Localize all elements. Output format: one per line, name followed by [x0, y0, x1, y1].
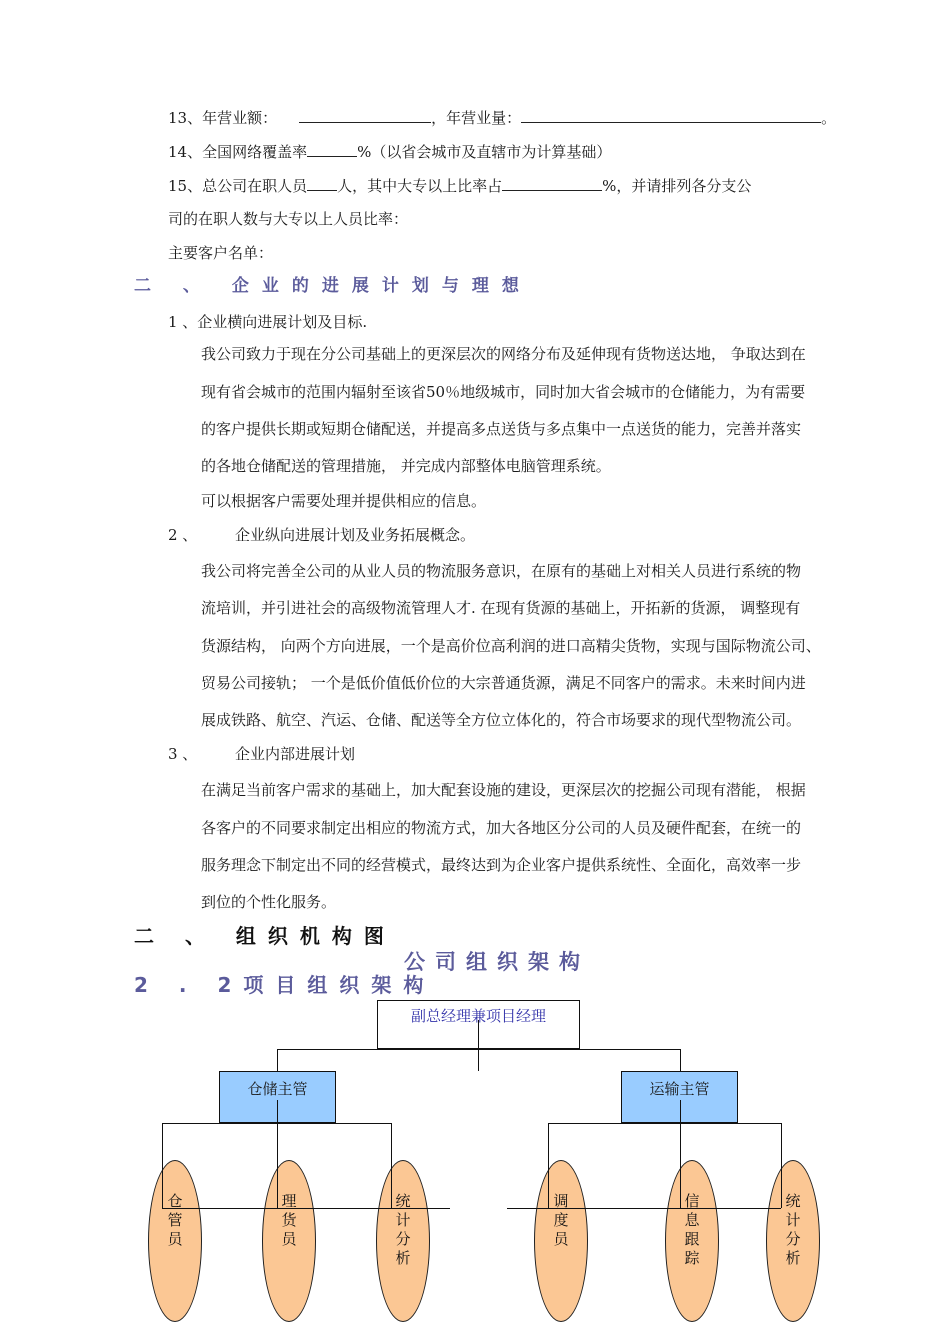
item2-paragraph-line: 流培训，并引进社会的高级物流管理人才. 在现有货源的基础上，开拓新的货源， 调整现有: [201, 599, 801, 617]
client-list-label: 主要客户名单：: [168, 244, 274, 262]
form-line-13: [168, 107, 836, 128]
item3-paragraph-line: 各客户的不同要求制定出相应的物流方式，加大各地区分公司的人员及硬件配套，在统一的: [201, 819, 802, 837]
item3-title: 企业内部进展计划: [235, 745, 356, 763]
item3-paragraph-line: 到位的个性化服务。: [201, 893, 337, 911]
item2-title: 企业纵向进展计划及业务拓展概念。: [235, 526, 476, 544]
item2-paragraph-line: 我公司将完善全公司的从业人员的物流服务意识，在原有的基础上对相关人员进行系统的物: [201, 562, 802, 580]
item1-paragraph-line: 可以根据客户需要处理并提供相应的信息。: [201, 492, 487, 510]
coverage-label: 14、全国网络覆盖率: [168, 143, 308, 161]
connector-line: [391, 1160, 392, 1208]
item2-paragraph-line: 货源结构， 向两个方向进展，一个是高价位高利润的进口高精尖货物，实现与国际物流公司、: [201, 637, 821, 655]
org-section-heading: 二 、 组织机构图: [134, 924, 396, 948]
line13-end: 。: [821, 109, 837, 127]
connector-line: [162, 1160, 163, 1208]
staff-label: 统计分析: [395, 1192, 411, 1267]
org-subheading: 2 . 2项目组织架构: [134, 973, 436, 997]
connector-line: [507, 1208, 781, 1209]
org-chart-title: 公司组织架构: [404, 950, 590, 974]
form-line-15: [168, 175, 751, 196]
top-manager-label: 副总经理兼项目经理: [410, 1007, 546, 1025]
line15-tail: %，并请排列各分支公: [602, 177, 752, 195]
item1-paragraph-line: 的各地仓储配送的管理措施， 并完成内部整体电脑管理系统。: [201, 457, 611, 475]
college-ratio-blank: [502, 175, 602, 191]
connector-line: [478, 1020, 479, 1071]
connector-line: [680, 1160, 681, 1208]
annual-revenue-label: 13、年营业额：: [168, 109, 278, 127]
connector-line: [277, 1100, 278, 1123]
staff-label: 仓管员: [167, 1192, 183, 1248]
coverage-blank: [307, 141, 357, 157]
item1-paragraph-line: 的客户提供长期或短期仓储配送，并提高多点送货与多点集中一点送货的能力，完善并落实: [201, 420, 802, 438]
item3-paragraph-line: 服务理念下制定出不同的经营模式，最终达到为企业客户提供系统性、全面化，高效率一步: [201, 856, 802, 874]
item2-number: 2 、: [168, 526, 198, 544]
staff-label: 调度员: [553, 1192, 569, 1248]
connector-line: [781, 1160, 782, 1208]
item3-paragraph-line: 在满足当前客户需求的基础上，加大配套设施的建设，更深层次的挖掘公司现有潜能， 根据: [201, 781, 806, 799]
item2-paragraph-line: 贸易公司接轨； 一个是低价值低价位的大宗普通货源，满足不同客户的需求。未来时间内进: [201, 674, 806, 692]
staff-label: 统计分析: [785, 1192, 801, 1267]
connector-line: [548, 1160, 549, 1208]
item2-paragraph-line: 展成铁路、航空、汽运、仓储、配送等全方位立体化的，符合市场要求的现代型物流公司。: [201, 711, 802, 729]
plan-section-heading: 二 、 企业的进展计划与理想: [134, 276, 532, 296]
warehouse-manager-label: 仓储主管: [247, 1080, 308, 1098]
staff-label: 信息跟踪: [684, 1192, 700, 1267]
staff-label: 理货员: [281, 1192, 297, 1248]
connector-line: [548, 1123, 781, 1124]
staff-count-blank: [307, 175, 337, 191]
connector-line: [680, 1100, 681, 1123]
connector-line: [680, 1049, 681, 1071]
item1-title: 1 、企业横向进展计划及目标.: [168, 313, 368, 331]
staff-count-label: 15、总公司在职人员: [168, 177, 308, 195]
connector-line: [277, 1049, 278, 1071]
transport-manager-label: 运输主管: [649, 1080, 710, 1098]
annual-volume-label: ，年营业量：: [431, 109, 522, 127]
item3-number: 3 、: [168, 745, 198, 763]
annual-revenue-blank: [299, 107, 431, 123]
connector-line: [277, 1160, 278, 1208]
form-line-15-cont: 司的在职人数与大专以上人员比率：: [168, 210, 409, 228]
form-line-14: [168, 141, 611, 162]
coverage-note: %（以省会城市及直辖市为计算基础）: [357, 143, 612, 161]
annual-volume-blank: [521, 107, 821, 123]
item1-paragraph-line: 我公司致力于现在分公司基础上的更深层次的网络分布及延伸现有货物送达地， 争取达到在: [201, 345, 806, 363]
connector-line: [277, 1049, 681, 1050]
college-ratio-label: 人，其中大专以上比率占: [337, 177, 503, 195]
item1-paragraph-line: 现有省会城市的范围内辐射至该省50％地级城市，同时加大省会城市的仓储能力，为有需要: [201, 383, 806, 401]
